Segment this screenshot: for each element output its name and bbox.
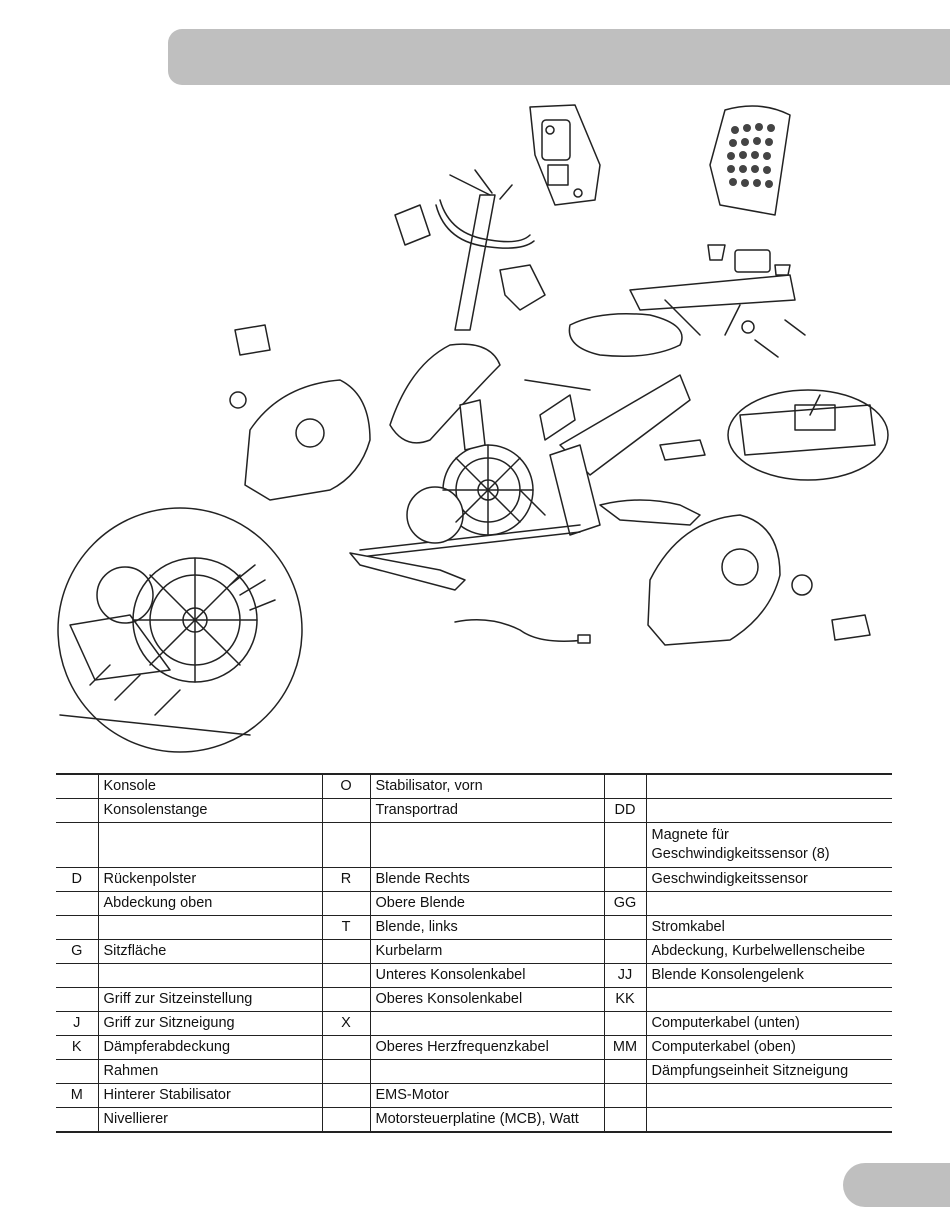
part-key: [56, 988, 98, 1012]
part-name: EMS-Motor: [370, 1084, 604, 1108]
part-key: D: [56, 868, 98, 892]
part-name: Dämpfungseinheit Sitzneigung: [646, 1060, 892, 1084]
part-key: K: [56, 1036, 98, 1060]
part-key: T: [322, 916, 370, 940]
part-name: Griff zur Sitzeinstellung: [98, 988, 322, 1012]
part-key: [56, 892, 98, 916]
part-name: Oberes Herzfrequenzkabel: [370, 1036, 604, 1060]
part-name: Konsolenstange: [98, 799, 322, 823]
part-name: Griff zur Sitzneigung: [98, 1012, 322, 1036]
part-name: Transportrad: [370, 799, 604, 823]
cover-part: [500, 265, 545, 310]
table-row: [56, 916, 892, 940]
seat-illustration: [569, 245, 805, 357]
part-name: Blende Rechts: [370, 868, 604, 892]
part-key: [322, 799, 370, 823]
part-key: GG: [604, 892, 646, 916]
table-row: [56, 774, 892, 799]
part-key: [56, 964, 98, 988]
part-key: O: [322, 774, 370, 799]
part-name: [370, 1060, 604, 1084]
page-tab: [843, 1163, 950, 1207]
part-name: [370, 823, 604, 868]
part-key: JJ: [604, 964, 646, 988]
part-key: [322, 1060, 370, 1084]
shroud-right-illustration: [648, 515, 870, 645]
part-name: Stabilisator, vorn: [370, 774, 604, 799]
table-row: [56, 1012, 892, 1036]
part-key: [604, 774, 646, 799]
part-key: [604, 1060, 646, 1084]
shroud-left-illustration: [245, 380, 370, 500]
part-name: Motorsteuerplatine (MCB), Watt: [370, 1108, 604, 1133]
part-name: Abdeckung, Kurbelwellenscheibe: [646, 940, 892, 964]
part-name: Stromkabel: [646, 916, 892, 940]
part-key: R: [322, 868, 370, 892]
part-key: [322, 964, 370, 988]
part-key: [322, 823, 370, 868]
part-key: [322, 988, 370, 1012]
part-name: Konsole: [98, 774, 322, 799]
part-key: [322, 940, 370, 964]
part-name: Blende Konsolengelenk: [646, 964, 892, 988]
console-illustration: [530, 105, 600, 205]
table-row: [56, 1060, 892, 1084]
table-row: [56, 799, 892, 823]
part-key: [322, 892, 370, 916]
part-key: [56, 1060, 98, 1084]
part-name: [98, 964, 322, 988]
part-name: Rückenpolster: [98, 868, 322, 892]
backrest-illustration: [710, 106, 790, 215]
table-row: [56, 988, 892, 1012]
part-key: DD: [604, 799, 646, 823]
part-name: Obere Blende: [370, 892, 604, 916]
parts-list-table: [56, 773, 892, 1133]
part-key: [604, 868, 646, 892]
part-key: [604, 916, 646, 940]
part-name: Kurbelarm: [370, 940, 604, 964]
part-name: Blende, links: [370, 916, 604, 940]
part-name: [646, 799, 892, 823]
part-key: G: [56, 940, 98, 964]
part-key: [604, 1084, 646, 1108]
part-key: J: [56, 1012, 98, 1036]
part-key: [56, 916, 98, 940]
table-row: [56, 1108, 892, 1133]
part-key: MM: [604, 1036, 646, 1060]
cover-part: [395, 205, 430, 245]
part-key: [322, 1108, 370, 1133]
part-key: [56, 1108, 98, 1133]
part-key: [322, 1084, 370, 1108]
part-key: [604, 940, 646, 964]
part-name: Nivellierer: [98, 1108, 322, 1133]
part-name: [646, 1108, 892, 1133]
part-name: [370, 1012, 604, 1036]
part-key: X: [322, 1012, 370, 1036]
part-name: Abdeckung oben: [98, 892, 322, 916]
part-name: Rahmen: [98, 1060, 322, 1084]
part-name: Geschwindigkeitssensor: [646, 868, 892, 892]
table-row: [56, 1084, 892, 1108]
part-key: [56, 799, 98, 823]
part-key: [56, 774, 98, 799]
table-row: [56, 964, 892, 988]
part-name: Magnete für Geschwindigkeitssensor (8): [646, 823, 892, 868]
part-name: Computerkabel (unten): [646, 1012, 892, 1036]
part-name: [646, 1084, 892, 1108]
part-key: M: [56, 1084, 98, 1108]
detail-callout-left: [58, 508, 302, 752]
part-key: [322, 1036, 370, 1060]
part-key: [56, 823, 98, 868]
table-row: [56, 868, 892, 892]
table-row: [56, 892, 892, 916]
exploded-parts-diagram: [0, 95, 950, 760]
detail-callout-right: [728, 390, 888, 480]
part-key: [604, 1108, 646, 1133]
part-name: [98, 916, 322, 940]
part-name: Sitzfläche: [98, 940, 322, 964]
part-name: [646, 988, 892, 1012]
part-name: [646, 892, 892, 916]
table-row: [56, 823, 892, 868]
table-row: [56, 940, 892, 964]
part-name: Hinterer Stabilisator: [98, 1084, 322, 1108]
part-name: [646, 774, 892, 799]
part-name: Oberes Konsolenkabel: [370, 988, 604, 1012]
power-cable-illustration: [455, 620, 585, 641]
part-name: [98, 823, 322, 868]
part-key: [604, 1012, 646, 1036]
part-name: Computerkabel (oben): [646, 1036, 892, 1060]
part-key: [604, 823, 646, 868]
part-name: Dämpferabdeckung: [98, 1036, 322, 1060]
part-name: Unteres Konsolenkabel: [370, 964, 604, 988]
table-row: [56, 1036, 892, 1060]
part-key: KK: [604, 988, 646, 1012]
pedal-left-illustration: [230, 325, 270, 408]
header-bar: [168, 29, 950, 85]
